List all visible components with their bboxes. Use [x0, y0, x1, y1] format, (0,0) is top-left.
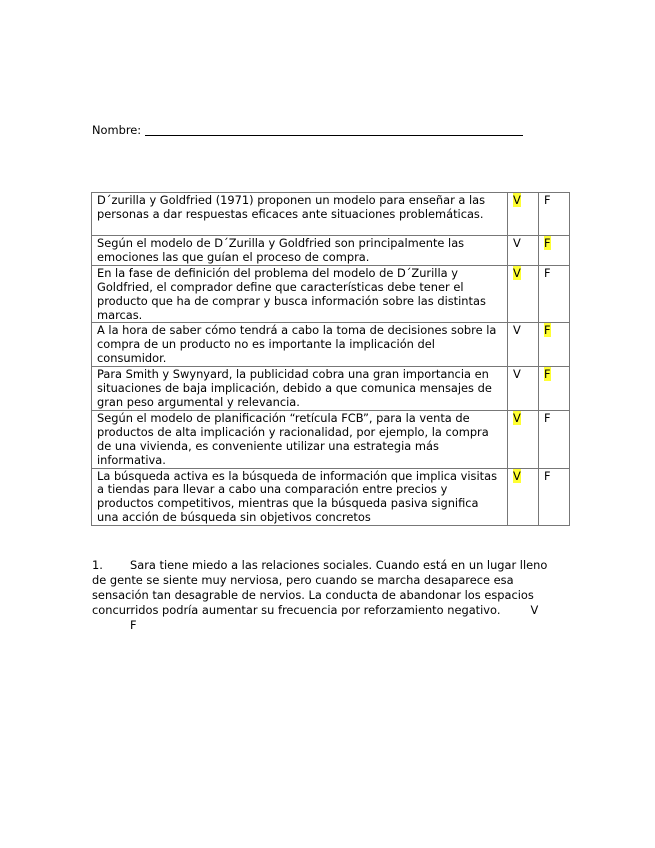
table-row: [92, 468, 570, 526]
option-f[interactable]: F: [539, 367, 570, 411]
option-f[interactable]: F: [539, 468, 570, 526]
table-row: [92, 367, 570, 411]
option-f[interactable]: F: [539, 410, 570, 468]
option-v[interactable]: V: [508, 193, 539, 236]
table-row: [92, 265, 570, 323]
option-f[interactable]: F: [539, 265, 570, 323]
option-f[interactable]: F: [539, 323, 570, 367]
question-text: Según el modelo de D´Zurilla y Goldfried son principalmente las emociones las que guían el proceso de compra.: [92, 236, 508, 266]
question-text: D´zurilla y Goldfried (1971) proponen un modelo para enseñar a las personas a dar respuestas eficaces ante situaciones problemáticas.: [92, 193, 508, 236]
question-text: En la fase de definición del problema del modelo de D´Zurilla y Goldfried, el comprador define que características debe tener el producto que ha de comprar y busca información sobre las distintas marcas.: [92, 265, 508, 323]
question-number: 1.: [92, 558, 103, 572]
option-v[interactable]: V: [508, 410, 539, 468]
option-f[interactable]: F: [539, 193, 570, 236]
table-row: [92, 323, 570, 367]
option-v[interactable]: V: [508, 367, 539, 411]
question-text: Para Smith y Swynyard, la publicidad cobra una gran importancia en situaciones de baja implicación, debido a que comunica mensajes de gran peso argumental y relevancia.: [92, 367, 508, 411]
true-false-table: [91, 192, 570, 526]
name-label: Nombre:: [92, 123, 142, 137]
table-row: [92, 193, 570, 236]
question-text: A la hora de saber cómo tendrá a cabo la toma de decisiones sobre la compra de un producto no es importante la implicación del consumidor.: [92, 323, 508, 367]
option-v[interactable]: V: [530, 603, 539, 617]
option-v[interactable]: V: [508, 236, 539, 266]
option-v[interactable]: V: [508, 265, 539, 323]
option-f[interactable]: F: [130, 618, 137, 632]
name-field-row: [92, 123, 523, 137]
option-f[interactable]: F: [539, 236, 570, 266]
table-row: [92, 236, 570, 266]
question-paragraph-text: Sara tiene miedo a las relaciones sociales. Cuando está en un lugar lleno de gente se siente muy nerviosa, pero cuando se marcha desaparece esa sensación tan desagrable de nervios. La conducta de abandonar los espacios concurridos podría aumentar su frecuencia por reforzamiento negativo.: [92, 558, 548, 617]
question-text: La búsqueda activa es la búsqueda de información que implica visitas a tiendas para llevar a cabo una comparación entre precios y productos competitivos, mientras que la búsqueda pasiva significa una acción de búsqueda sin objetivos concretos: [92, 468, 508, 526]
name-blank-line[interactable]: [145, 124, 523, 136]
option-v[interactable]: V: [508, 323, 539, 367]
option-v[interactable]: V: [508, 468, 539, 526]
table-row: [92, 410, 570, 468]
question-text: Según el modelo de planificación “retícula FCB”, para la venta de productos de alta implicación y racionalidad, por ejemplo, la compra de una vivienda, es conveniente utilizar una estrategia más informativa.: [92, 410, 508, 468]
question-paragraph: [92, 558, 560, 633]
